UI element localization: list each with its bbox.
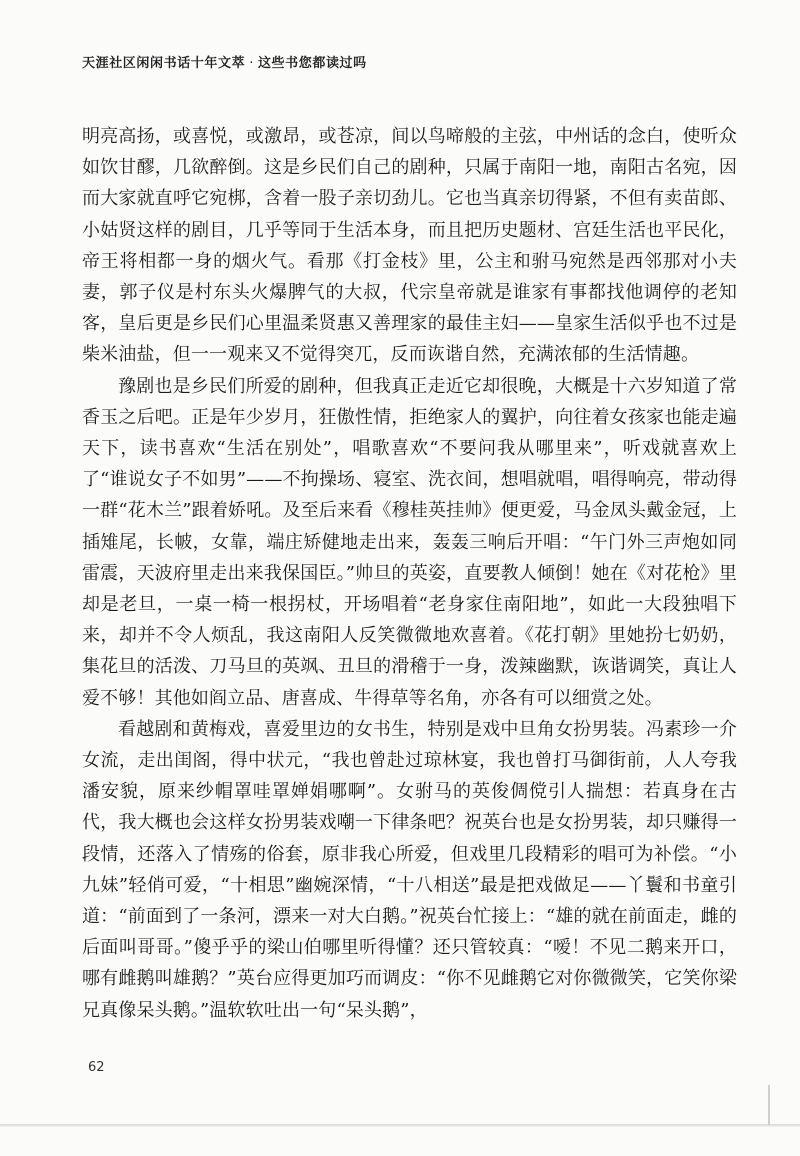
header-separator: · [249, 56, 254, 71]
paragraph-continued: 明亮高扬，或喜悦，或激昂，或苍凉，间以鸟啼般的主弦，中州话的念白，使听众如饮甘醪，几欲醉倒。这是乡民们自己的剧种，只属于南阳一地，南阳古名宛，因而大家就直呼它宛梆，含着一股子亲切劲儿。它也当真亲切得紧，不但有卖苗郎、小姑贤这样的剧目，几乎等同于生活本身，而且把历史题材、宫廷生活也平民化，帝王将相都一身的烟火气。看那《打金枝》里，公主和驸马宛然是西邻那对小夫妻，郭子仪是村东头火爆脾气的大叔，代宗皇帝就是谁家有事都找他调停的老知客，皇后更是乡民们心里温柔贤惠又善理家的最佳主妇——皇家生活似乎也不过是柴米油盐，但一一观来又不觉得突兀，反而诙谐自然，充满浓郁的生活情趣。 [82, 126, 737, 366]
page-number: 62 [88, 1060, 105, 1075]
paragraph-yueju-huangmei: 看越剧和黄梅戏，喜爱里边的女书生，特别是戏中旦角女扮男装。冯素珍一介女流，走出闺阁，得中状元，“我也曾赴过琼林宴，我也曾打马御街前，人人夸我潘安貌，原来纱帽罩哇罩婵娟哪啊”。女驸马的英俊倜傥引人揣想：若真身在古代，我大概也会这样女扮男装戏嘲一下律条吧？祝英台也是女扮男装，却只赚得一段情，还落入了情殇的俗套，原非我心所爱，但戏里几段精彩的唱可为补偿。“小九妹”轻俏可爱，“十相思”幽婉深情，“十八相送”最是把戏做足——丫鬟和书童引道：“前面到了一条河，漂来一对大白鹅。”祝英台忙接上：“雄的就在前面走，雌的后面叫哥哥。”傻乎乎的梁山伯哪里听得懂？还只管较真：“嗳！不见二鹅来开口，哪有雌鹅叫雄鹅？”英台应得更加巧而调皮：“你不见雌鹅它对你微微笑，它笑你梁兄真像呆头鹅。”温软软吐出一句“呆头鹅”， [82, 718, 737, 1021]
paragraph-yuju: 豫剧也是乡民们所爱的剧种，但我真正走近它却很晚，大概是十六岁知道了常香玉之后吧。正是年少岁月，狂傲性情，拒绝家人的翼护，向往着女孩家也能走遍天下，读书喜欢“生活在别处”，唱歌喜欢“不要问我从哪里来”，听戏就喜欢上了“谁说女子不如男”——不拘操场、寝室、洗衣间，想唱就唱，唱得响亮，带动得一群“花木兰”跟着娇吼。及至后来看《穆桂英挂帅》便更爱，马金凤头戴金冠，上插雉尾，长帔，女靠，端庄矫健地走出来，轰轰三响后开唱：“午门外三声炮如同雷震，天波府里走出来我保国臣。”帅旦的英姿，直要教人倾倒！她在《对花枪》里却是老旦，一桌一椅一根拐杖，开场唱着“老身家住南阳地”，如此一大段独唱下来，却并不令人烦乱，我这南阳人反笑微微地欢喜着。《花打朝》里她扮七奶奶，集花旦的活泼、刀马旦的英飒、丑旦的滑稽于一身，泼辣幽默，诙谐调笑，真让人爱不够！其他如阎立品、唐喜成、牛得草等名角，亦各有可以细赏之处。 [82, 375, 737, 709]
page-edge-bottom [0, 1124, 800, 1127]
running-header [82, 52, 367, 71]
page-edge-right [768, 1085, 770, 1125]
volume-title: 这些书您都读过吗 [257, 56, 367, 71]
body-text [82, 121, 737, 1026]
book-title: 天涯社区闲闲书话十年文萃 [82, 56, 246, 71]
